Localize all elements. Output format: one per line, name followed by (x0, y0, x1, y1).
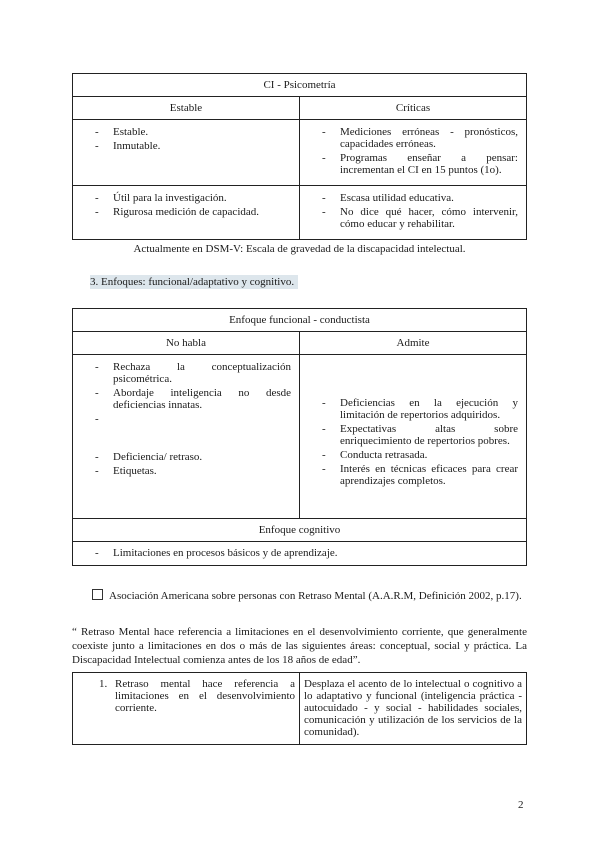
page-number: 2 (518, 799, 524, 811)
cognitive-title: Enfoque cognitivo (73, 519, 527, 542)
spacer (95, 413, 291, 449)
list-item: - No dice qué hacer, cómo intervenir, cómo educar y rehabilitar. (322, 206, 518, 230)
functional-approach-table (72, 308, 527, 566)
definition-quote: “ Retraso Mental hace referencia a limitaciones en el desenvolvimiento corriente, que generalmente coexiste junto a limitaciones en dos o más de las siguientes áreas: conceptual, social y práctica. La Discapacidad Intelectual comienza antes de los 18 años de edad”. (72, 626, 527, 666)
association-text: Asociación Americana sobre personas con Retraso Mental (A.A.R.M, Definición 2002, p.17). (109, 590, 522, 602)
item-text: Retraso mental hace referencia a limitaciones en el desenvolvimiento corriente. (115, 678, 295, 714)
list-item: - Etiquetas. (95, 465, 291, 477)
association-paragraph (92, 589, 526, 603)
list-item: - Escasa utilidad educativa. (322, 192, 518, 204)
column-header-no-habla: No habla (73, 332, 300, 355)
list-item: - Abordaje inteligencia no desde deficiencias innatas. (95, 387, 291, 411)
column-header-stable: Estable (73, 97, 300, 120)
table-cell (300, 355, 527, 519)
list-item: - Programas enseñar a pensar: incrementan el CI en 15 puntos (1o). (322, 152, 518, 176)
list-item: - Inmutable. (95, 140, 291, 152)
list-item: - Mediciones erróneas - pronósticos, capacidades erróneas. (322, 126, 518, 150)
item-number: 1. (99, 678, 108, 690)
section-heading: 3. Enfoques: funcional/adaptativo y cognitivo. (90, 275, 298, 289)
checkbox-icon (92, 589, 103, 600)
table-cell (300, 186, 527, 240)
list-item: - Deficiencia/ retraso. (95, 451, 291, 463)
table-cell (73, 186, 300, 240)
list-item: - Limitaciones en procesos básicos y de aprendizaje. (95, 547, 518, 559)
dsm-note: Actualmente en DSM-V: Escala de gravedad de la discapacidad intelectual. (133, 243, 466, 255)
table-cell (73, 355, 300, 519)
list-item: - Conducta retrasada. (322, 449, 518, 461)
table-cell (300, 120, 527, 186)
list-item: - Expectativas altas sobre enriquecimiento de repertorios pobres. (322, 423, 518, 447)
list-item: - Útil para la investigación. (95, 192, 291, 204)
list-item: - Estable. (95, 126, 291, 138)
psychometry-table (72, 73, 527, 240)
column-header-critics: Críticas (300, 97, 527, 120)
list-item: - Deficiencias en la ejecución y limitación de repertorios adquiridos. (322, 397, 518, 421)
table-cell (73, 542, 527, 566)
list-item: - Rigurosa medición de capacidad. (95, 206, 291, 218)
list-item: - Interés en técnicas eficaces para crear aprendizajes completos. (322, 463, 518, 487)
table-title: CI - Psicometría (73, 74, 527, 97)
table-title: Enfoque funcional - conductista (73, 309, 527, 332)
column-header-admite: Admite (300, 332, 527, 355)
list-item: - Rechaza la conceptualización psicométrica. (95, 361, 291, 385)
table-cell (73, 673, 300, 745)
table-cell: Desplaza el acento de lo intelectual o cognitivo a lo adaptativo y funcional (inteligencia práctica - autocuidado - y social - habilidades sociales, comunicación y utilización de los servicios de la comunidad). (300, 673, 527, 745)
definition-table (72, 672, 527, 745)
table-cell (73, 120, 300, 186)
